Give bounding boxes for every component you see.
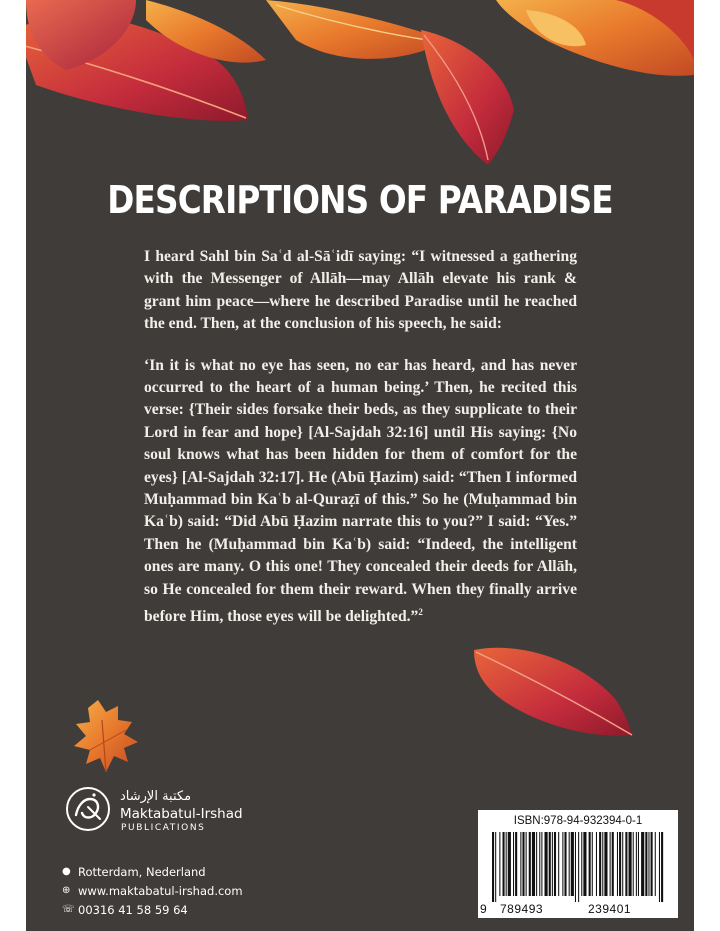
barcode-digits-left: 789493 — [500, 902, 544, 916]
leaf-bottom-right — [474, 648, 632, 736]
barcode-bar — [503, 832, 505, 896]
barcode-bar — [578, 832, 579, 902]
barcode-bar — [612, 832, 614, 896]
body-text — [144, 246, 577, 648]
globe-icon: ⊕ — [62, 885, 71, 896]
barcode-bar — [575, 832, 576, 902]
whatsapp-icon: ☏ — [62, 904, 75, 915]
barcode-bar — [558, 832, 559, 896]
barcode-bar — [508, 832, 511, 896]
barcode-bar — [622, 832, 623, 896]
leaf-top-left-small — [26, 0, 136, 70]
barcode-bar — [492, 832, 494, 902]
publisher-arabic-name: مكتبة الإرشاد — [120, 789, 192, 804]
barcode-bar — [625, 832, 627, 896]
barcode-bar — [513, 832, 514, 896]
barcode-bars — [488, 832, 668, 902]
barcode-bar — [655, 832, 656, 896]
paragraph-1: I heard Sahl bin Saʿd al-Sāʿidī saying: “I witnessed a gathering with the Messenger of Allāh—may Allāh elevate his rank & grant him peace—where he described Paradise until he reached the end. Then, at the conclusion of his speech, he said: — [144, 248, 577, 333]
barcode-bar — [604, 832, 607, 896]
paragraph-2-text: ‘In it is what no eye has seen, no ear has heard, and has never occurred to the heart of a human being.’ Then, he recited this verse: {Their sides forsake their beds, as they supplicate to their Lord in fear and hope} [Al-Sajdah 32:16] until His saying: {No soul knows what has been hidden for them of comfort for the eyes} [Al-Sajdah 32:17]. He (Abū Ḥazim) said: “Then I informed Muḥammad bin Kaʿb al-Quraẓī of this.” So he (Muḥammad bin Kaʿb) said: “Did Abū Ḥazim narrate this to you?” I said: “Yes.” Then he (Muḥammad bin Kaʿb) said: “Indeed, the intelligent ones are many. O this one! They concealed their deeds for Allāh, so He concealed for them their reward. When they finally arrive before Him, those eyes will be delighted.” — [144, 356, 577, 626]
barcode-bar — [495, 832, 496, 902]
barcode-bar — [581, 832, 582, 896]
barcode-bar — [645, 832, 647, 896]
leaf-top-center — [146, 0, 446, 63]
barcode-bar — [515, 832, 517, 896]
book-title: DESCRIPTIONS OF PARADISE — [107, 178, 613, 222]
barcode-bar — [589, 832, 591, 896]
barcode-bar — [633, 832, 634, 896]
barcode-bar — [610, 832, 611, 896]
leaf-top-left — [26, 16, 248, 121]
barcode-bar — [638, 832, 639, 896]
barcode-bar — [636, 832, 637, 896]
isbn-label: ISBN:978-94-932394-0-1 — [513, 815, 643, 827]
website-text[interactable]: www.maktabatul-irshad.com — [78, 883, 243, 898]
barcode-bar — [529, 832, 531, 896]
barcode-bar — [522, 832, 524, 896]
barcode-bar — [661, 832, 663, 902]
barcode-bar — [592, 832, 593, 896]
leaf-top-right — [496, 0, 694, 76]
barcode-bar — [629, 832, 632, 896]
publisher-subtitle: PUBLICATIONS — [121, 823, 206, 833]
barcode-bar — [571, 832, 574, 896]
barcode-bar — [549, 832, 551, 896]
location-pin-icon: ● — [62, 866, 71, 877]
barcode-bar — [619, 832, 621, 896]
barcode-bar — [552, 832, 553, 896]
paragraph-2 — [144, 355, 577, 629]
barcode-bar — [526, 832, 527, 896]
barcode-bar — [545, 832, 548, 896]
barcode-bar — [532, 832, 535, 896]
phone-text: 00316 41 58 59 64 — [78, 902, 188, 917]
barcode-bar — [562, 832, 563, 896]
leaf-bottom-left-maple — [74, 700, 138, 772]
footnote-marker: 2 — [418, 607, 423, 618]
barcode-bar — [596, 832, 597, 896]
location-text: Rotterdam, Nederland — [78, 864, 206, 879]
barcode-bar — [569, 832, 570, 896]
contact-location — [62, 862, 322, 881]
barcode-bar — [554, 832, 556, 896]
contact-phone — [62, 900, 322, 919]
barcode-bar — [506, 832, 507, 896]
barcode-bar — [599, 832, 601, 896]
contact-website — [62, 881, 322, 900]
barcode-bar — [602, 832, 603, 896]
publisher-name: Maktabatul-Irshad — [120, 806, 243, 822]
book-back-cover — [26, 0, 694, 931]
barcode-digit-first: 9 — [480, 902, 488, 916]
isbn-barcode — [478, 810, 678, 918]
barcode-bar — [659, 832, 660, 902]
barcode-bar — [617, 832, 618, 896]
barcode-bar — [539, 832, 540, 896]
publisher-logo-block — [64, 785, 284, 835]
publisher-logo-icon — [64, 785, 112, 833]
barcode-bar — [541, 832, 542, 896]
barcode-bar — [499, 832, 500, 896]
barcode-bar — [651, 832, 653, 896]
barcode-bar — [536, 832, 537, 896]
barcode-bar — [520, 832, 521, 896]
barcode-bar — [564, 832, 566, 896]
barcode-bar — [648, 832, 649, 896]
barcode-bar — [583, 832, 586, 896]
barcode-bar — [641, 832, 644, 896]
barcode-digits-right: 239401 — [588, 902, 632, 916]
leaf-top-red-center — [421, 30, 514, 165]
contact-info — [62, 862, 322, 919]
